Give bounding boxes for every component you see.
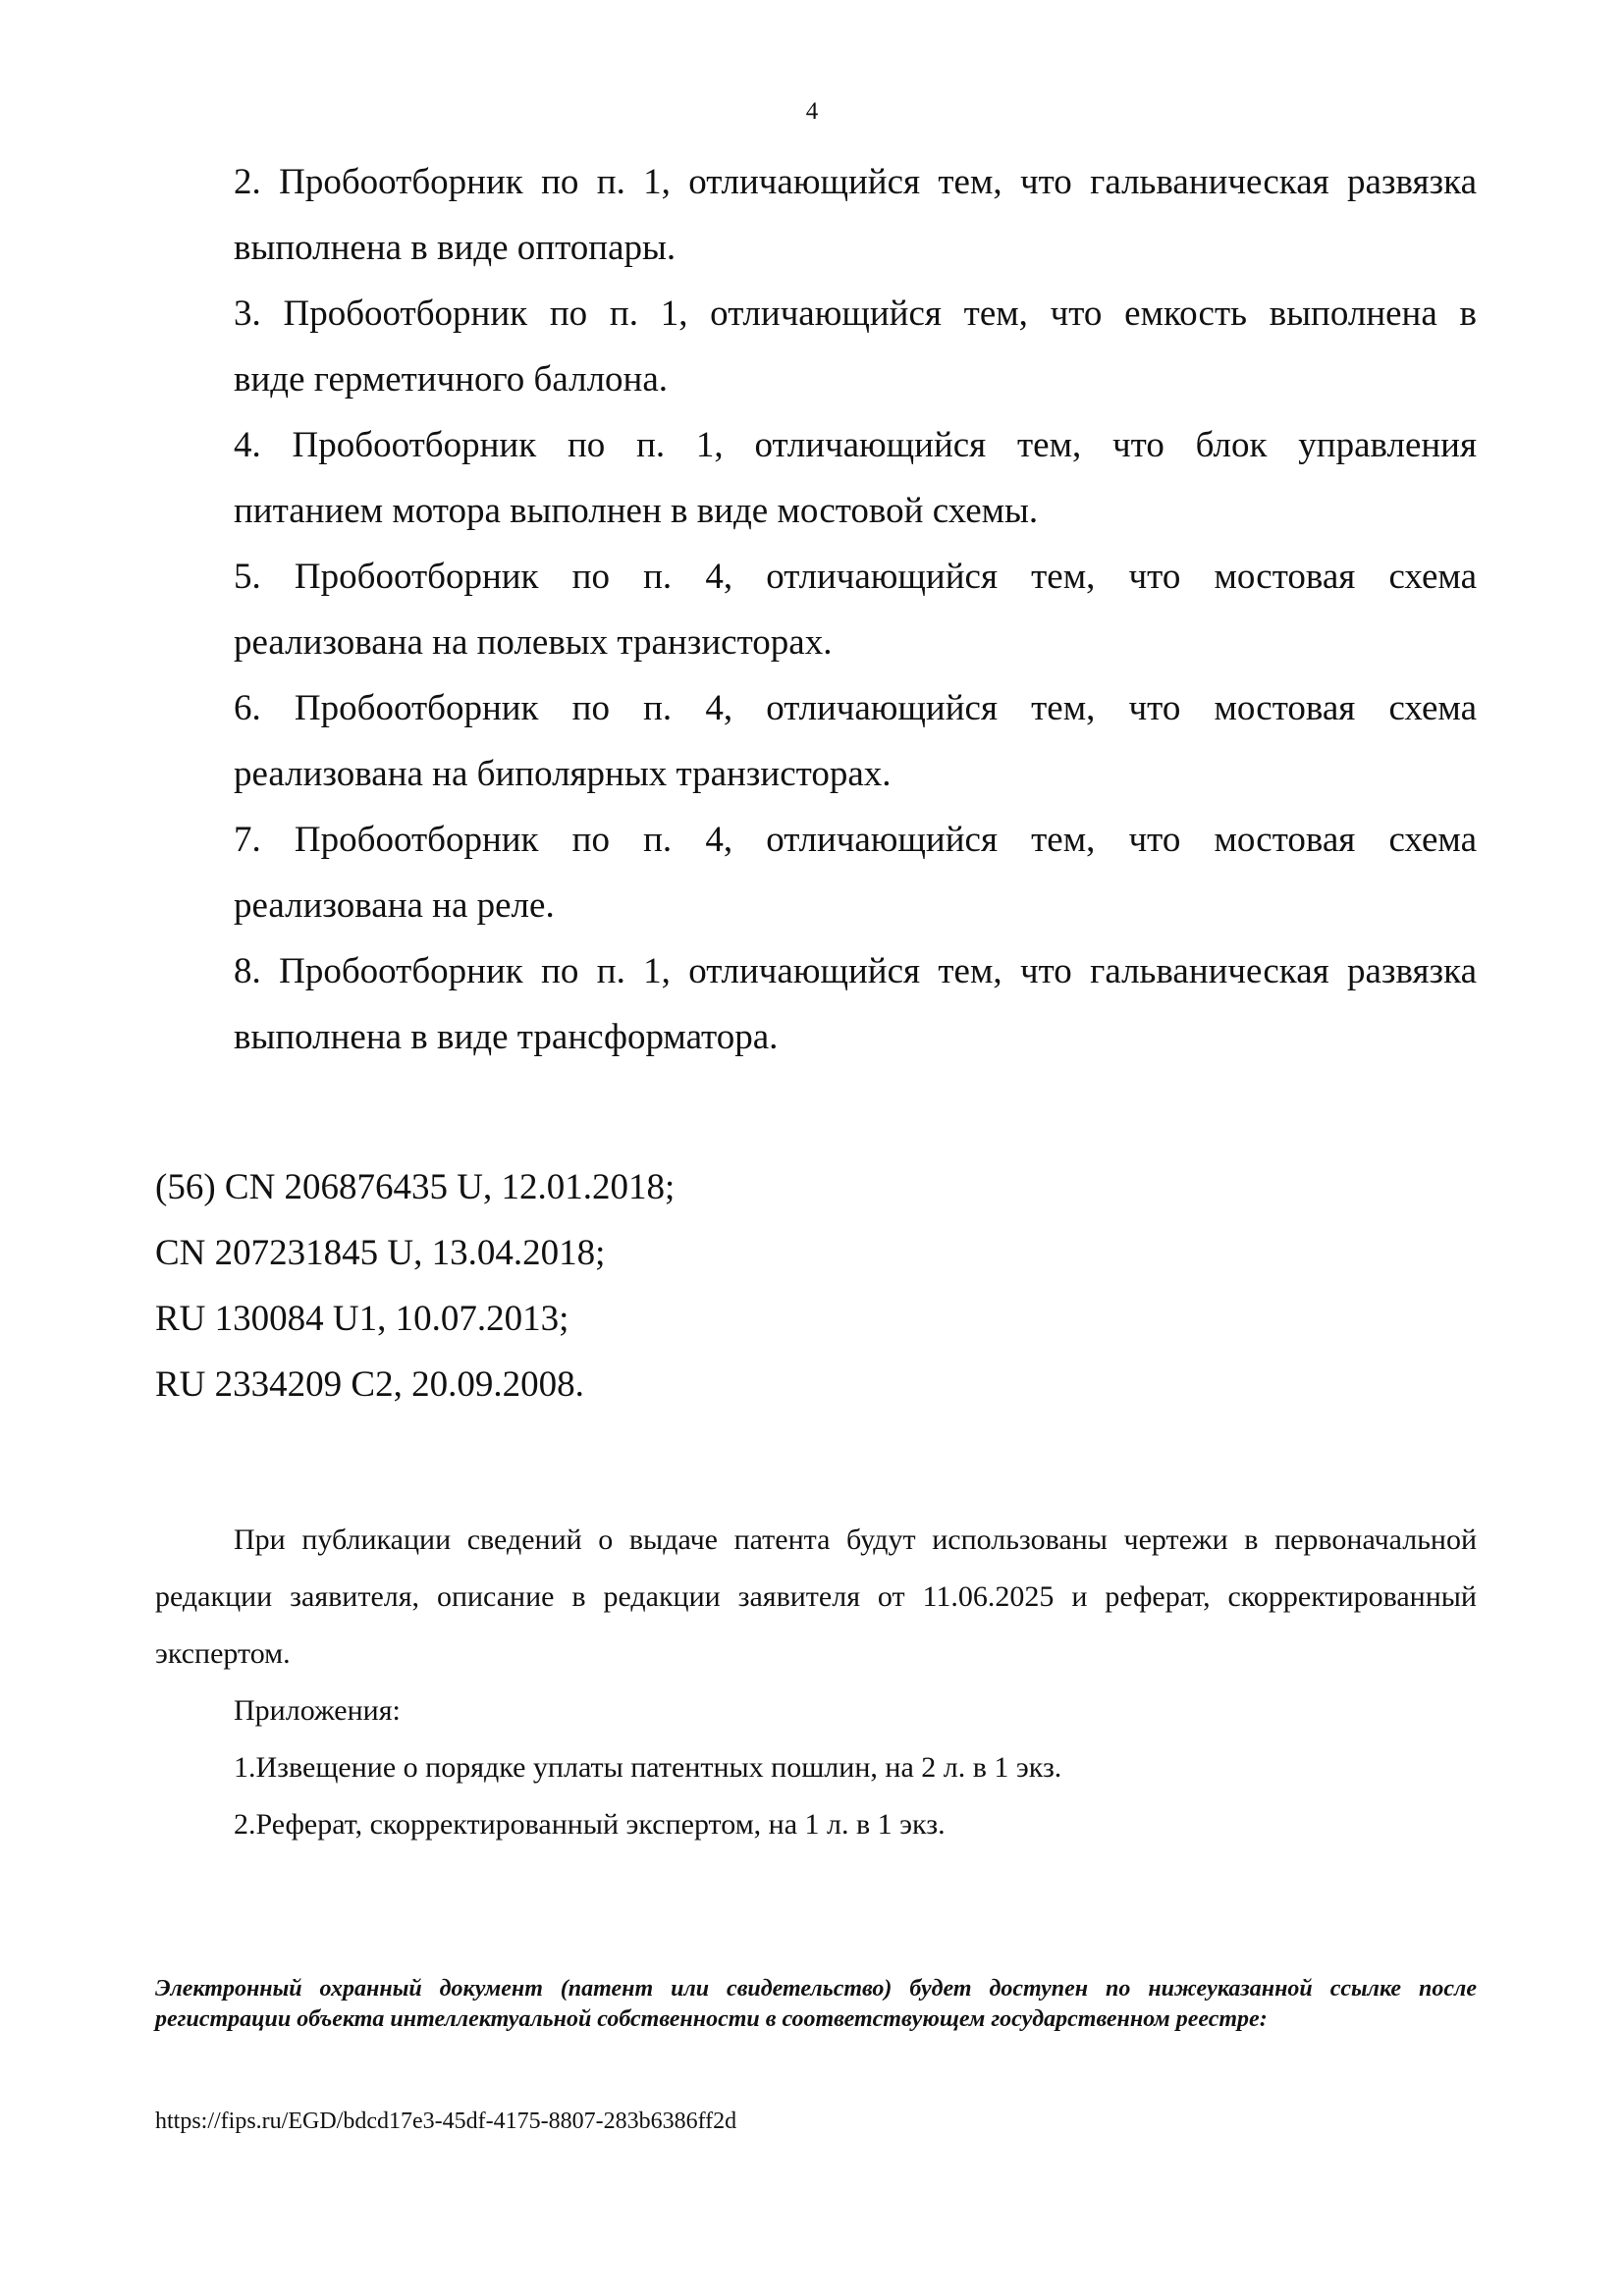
claim-6-line-1: 6. Пробоотборник по п. 4, отличающийся тем, что мостовая схема [234, 688, 1477, 728]
claim-3-line-2: виде герметичного баллона. [234, 359, 669, 400]
claim-5 [234, 544, 1477, 675]
document-url[interactable]: https://fips.ru/EGD/bdcd17e3-45df-4175-8807-283b6386ff2d [155, 2109, 737, 2134]
claim-2-line-2: выполнена в виде оптопары. [234, 228, 677, 268]
claim-3-line-1: 3. Пробоотборник по п. 1, отличающийся тем, что емкость выполнена в [234, 294, 1477, 334]
claim-2 [234, 149, 1477, 281]
publication-section [155, 1512, 1477, 1853]
reference-item: CN 207231845 U, 13.04.2018; [155, 1233, 606, 1273]
claim-7-line-1: 7. Пробоотборник по п. 4, отличающийся тем, что мостовая схема [234, 820, 1477, 860]
reference-item: RU 2334209 C2, 20.09.2008. [155, 1364, 584, 1405]
claim-6-line-2: реализована на биполярных транзисторах. [234, 754, 892, 794]
claim-7-line-2: реализована на реле. [234, 885, 555, 926]
attachment-item: 2.Реферат, скорректированный экспертом, на 1 л. в 1 экз. [234, 1808, 946, 1841]
reference-item: (56) CN 206876435 U, 12.01.2018; [155, 1167, 676, 1207]
claim-2-line-1: 2. Пробоотборник по п. 1, отличающийся тем, что гальваническая развязка [234, 162, 1477, 202]
claim-8 [234, 938, 1477, 1070]
claim-4-line-1: 4. Пробоотборник по п. 1, отличающийся тем, что блок управления [234, 425, 1477, 465]
claim-4-line-2: питанием мотора выполнен в виде мостовой схемы. [234, 491, 1039, 531]
claim-5-line-1: 5. Пробоотборник по п. 4, отличающийся тем, что мостовая схема [234, 557, 1477, 597]
page-number: 4 [805, 98, 819, 125]
publication-note: При публикации сведений о выдаче патента будут использованы чертежи в первоначальной редакции заявителя, описание в редакции заявителя от 11.06.2025 и реферат, скорректированный экспертом. [155, 1523, 1477, 1670]
claim-4 [234, 412, 1477, 544]
attachment-item: 1.Извещение о порядке уплаты патентных пошлин, на 2 л. в 1 экз. [234, 1751, 1062, 1784]
attachments-label: Приложения: [234, 1694, 401, 1727]
claims-list [234, 149, 1477, 1070]
electronic-document-notice: Электронный охранный документ (патент или свидетельство) будет доступен по нижеуказанной ссылке после регистрации объекта интеллектуальной собственности в соответствующем государственном реестре: [155, 1976, 1477, 2032]
claim-6 [234, 675, 1477, 807]
claim-8-line-1: 8. Пробоотборник по п. 1, отличающийся тем, что гальваническая развязка [234, 951, 1477, 991]
claim-7 [234, 807, 1477, 938]
claim-3 [234, 281, 1477, 412]
claim-5-line-2: реализована на полевых транзисторах. [234, 622, 833, 663]
cited-references [155, 1154, 1477, 1417]
claim-8-line-2: выполнена в виде трансформатора. [234, 1017, 779, 1057]
reference-item: RU 130084 U1, 10.07.2013; [155, 1299, 569, 1339]
